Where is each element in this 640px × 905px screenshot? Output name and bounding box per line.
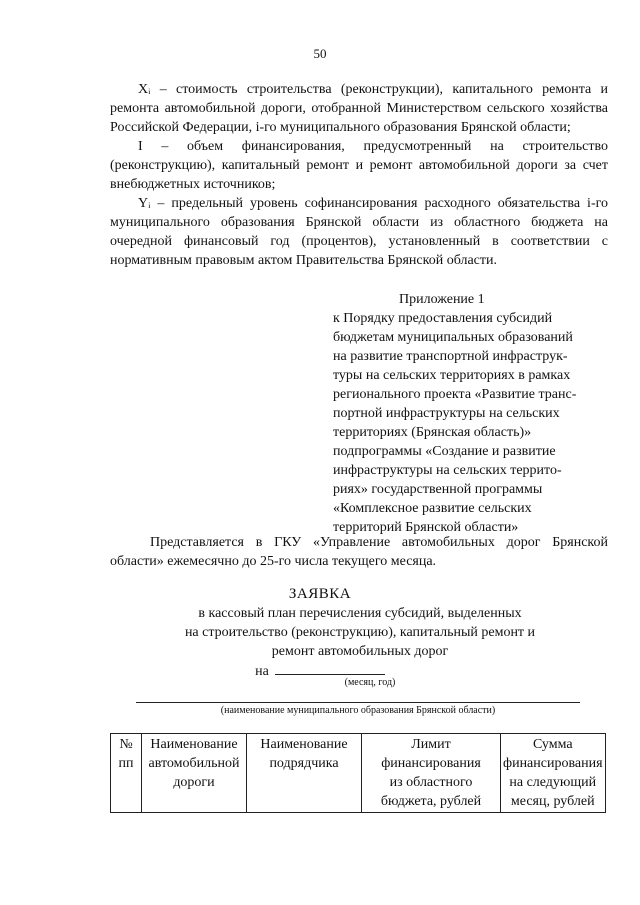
appendix-title: Приложение 1 [399, 292, 485, 307]
appendix-line: риях» государственной программы [333, 482, 543, 497]
appendix-block [333, 290, 608, 537]
column-header-limit: Лимит финансирования из областного бюджета, рублей [362, 734, 501, 813]
appendix-line: территориях (Брянская область)» [333, 425, 532, 440]
appendix-line: портной инфраструктуры на сельских [333, 406, 560, 421]
appendix-line: инфраструктуры на сельских террито- [333, 463, 562, 478]
column-header-road: Наименование автомобильной дороги [142, 734, 247, 813]
formula-definitions [110, 80, 608, 270]
appendix-line: территорий Брянской области» [333, 520, 519, 535]
submission-note: Представляется в ГКУ «Управление автомобильных дорог Брянской области» ежемесячно до 25-го числа текущего месяца. [110, 535, 608, 569]
appendix-line: на развитие транспортной инфраструк- [333, 349, 568, 364]
form-title: ЗАЯВКА [288, 586, 352, 602]
appendix-line: подпрограммы «Создание и развитие [333, 444, 556, 459]
request-table [110, 733, 606, 813]
month-caption: (месяц, год) [344, 677, 396, 688]
table-header-row [111, 734, 606, 813]
definition-i: I – объем финансирования, предусмотренный на строительство (реконструкцию), капитальный ремонт и ремонт автомобильной дороги за счет внебюджетных источников; [110, 139, 608, 192]
page-number: 50 [313, 46, 327, 61]
definition-x: Xᵢ – стоимость строительства (реконструкции), капитального ремонта и ремонта автомобильной дороги, отобранной Министерством сельского хозяйства Российской Федерации, i-го муниципального образования Брянской области; [110, 82, 608, 135]
municipality-caption: (наименование муниципального образования Брянской области) [220, 705, 496, 716]
form-subtitle-line: в кассовый план перечисления субсидий, выделенных [198, 606, 522, 621]
on-label: на [255, 664, 269, 679]
appendix-line: «Комплексное развитие сельских [333, 501, 532, 516]
appendix-line: к Порядку предоставления субсидий [333, 311, 553, 326]
column-header-amount: Сумма финансирования на следующий месяц, рублей [501, 734, 606, 813]
appendix-line: бюджетам муниципальных образований [333, 330, 573, 345]
municipality-blank-field[interactable] [136, 702, 580, 703]
definition-y: Yᵢ – предельный уровень софинансирования расходного обязательства i-го муниципального образования Брянской области из областного бюджета на очередной финансовый год (процентов), установленный в соответствии с нормативным правовым актом Правительства Брянской области. [110, 196, 608, 268]
month-blank-field[interactable] [275, 660, 385, 675]
form-subtitle-line: ремонт автомобильных дорог [271, 644, 449, 659]
appendix-line: туры на сельских территориях в рамках [333, 368, 571, 383]
form-subtitle [150, 604, 570, 661]
column-header-contractor: Наименование подрядчика [247, 734, 362, 813]
column-header-number: № пп [111, 734, 142, 813]
form-subtitle-line: на строительство (реконструкцию), капитальный ремонт и [184, 625, 536, 640]
appendix-line: регионального проекта «Развитие транс- [333, 387, 577, 402]
